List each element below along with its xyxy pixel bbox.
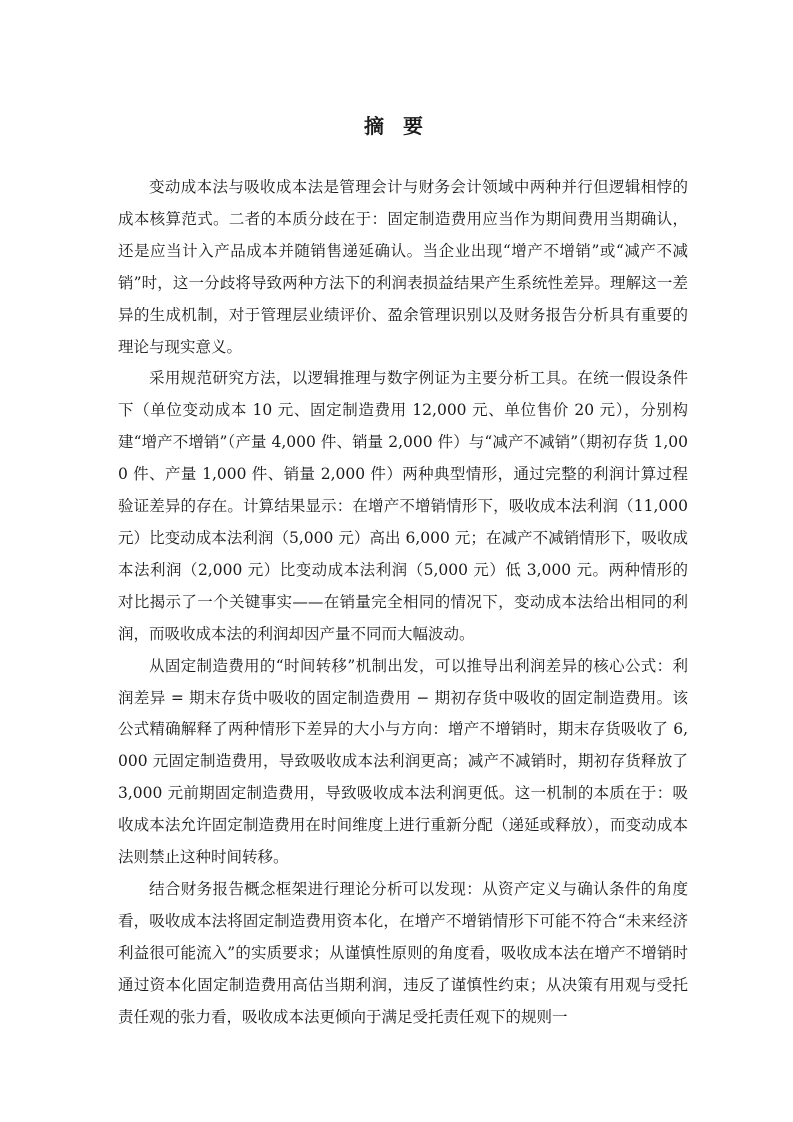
paragraph-1: 变动成本法与吸收成本法是管理会计与财务会计领域中两种并行但逻辑相悖的成本核算范式。二者的本质分歧在于：固定制造费用应当作为期间费用当期确认，还是应当计入产品成本并随销售递延确认。当企业出现“增产不增销”或“减产不减销”时，这一分歧将导致两种方法下的利润表损益结果产生系统性差异。理解这一差异的生成机制，对于管理层业绩评价、盈余管理识别以及财务报告分析具有重要的理论与现实意义。	[118, 178, 688, 356]
paragraph-4: 结合财务报告概念框架进行理论分析可以发现：从资产定义与确认条件的角度看，吸收成本法将固定制造费用资本化，在增产不增销情形下可能不符合“未来经济利益很可能流入”的实质要求；从谨慎性原则的角度看，吸收成本法在增产不增销时通过资本化固定制造费用高估当期利润，违反了谨慎性约束；从决策有用观与受托责任观的张力看，吸收成本法更倾向于满足受托责任观下的规则一	[118, 879, 688, 1026]
abstract-body	[118, 172, 688, 1033]
paragraph-3: 从固定制造费用的“时间转移”机制出发，可以推导出利润差异的核心公式：利润差异 = 期末存货中吸收的固定制造费用 − 期初存货中吸收的固定制造费用。该公式精确解释了两种情形下差异的大小与方向：增产不增销时，期末存货吸收了 6,000 元固定制造费用，导致吸收成本法利润更高；减产不减销时，期初存货释放了 3,000 元前期固定制造费用，导致吸收成本法利润更低。这一机制的本质在于：吸收成本法允许固定制造费用在时间维度上进行重新分配（递延或释放），而变动成本法则禁止这种时间转移。	[118, 656, 688, 867]
paragraph-2: 采用规范研究方法，以逻辑推理与数字例证为主要分析工具。在统一假设条件下（单位变动成本 10 元、固定制造费用 12,000 元、单位售价 20 元），分别构建“增产不增销”（产量 4,000 件、销量 2,000 件）与“减产不减销”（期初存货 1,000 件、产量 1,000 件、销量 2,000 件）两种典型情形，通过完整的利润计算过程验证差异的存在。计算结果显示：在增产不增销情形下，吸收成本法利润（11,000 元）比变动成本法利润（5,000 元）高出 6,000 元；在减产不减销情形下，吸收成本法利润（2,000 元）比变动成本法利润（5,000 元）低 3,000 元。两种情形的对比揭示了一个关键事实——在销量完全相同的情况下，变动成本法给出相同的利润，而吸收成本法的利润却因产量不同而大幅波动。	[118, 369, 688, 643]
abstract-title: 摘 要	[364, 114, 429, 138]
